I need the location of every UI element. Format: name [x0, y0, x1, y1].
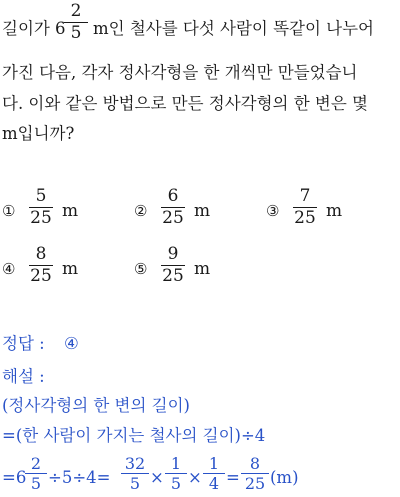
choice-marker: ②: [134, 202, 148, 220]
eq-fraction-5: 8 25: [240, 455, 270, 492]
explanation-label: 해설 :: [2, 367, 45, 386]
answer-label: 정답 :: [2, 334, 45, 353]
question-line3: 다. 이와 같은 방법으로 만든 정사각형의 한 변은 몇: [2, 94, 368, 113]
eq-text-3: ×: [188, 468, 202, 487]
eq-text-4: =: [226, 468, 240, 487]
choice-marker: ④: [2, 260, 16, 278]
explanation-line2: =(한 사람이 가지는 철사의 길이)÷4: [2, 426, 266, 445]
choice-unit: m: [62, 259, 79, 279]
choice-fraction: 8 25: [30, 244, 52, 286]
explanation-line1: (정사각형의 한 변의 길이): [2, 396, 190, 415]
question-line1-pre: 길이가 6: [2, 19, 66, 38]
question-line4: m입니까?: [2, 124, 75, 143]
choice-unit: m: [62, 201, 79, 221]
eq-fraction-3: 1 5: [164, 455, 188, 492]
choice-fraction: 9 25: [162, 244, 184, 286]
answer-value: ④: [64, 334, 79, 353]
choice-fraction: 7 25: [294, 186, 316, 228]
choice-unit: m: [326, 201, 343, 221]
choice-unit: m: [194, 201, 211, 221]
eq-fraction-1: 2 5: [24, 455, 48, 492]
eq-fraction-4: 1 4: [202, 455, 226, 492]
choice-fraction: 5 25: [30, 186, 52, 228]
eq-text-1: ÷5÷4=: [48, 468, 111, 487]
choice-unit: m: [194, 259, 211, 279]
question-line2: 가진 다음, 각자 정사각형을 한 개씩만 만들었습니: [2, 63, 358, 82]
eq-start: =6: [2, 468, 27, 487]
choice-fraction: 6 25: [162, 186, 184, 228]
eq-end: (m): [270, 468, 299, 487]
choice-marker: ①: [2, 202, 16, 220]
question-line1-post: m인 철사를 다섯 사람이 똑같이 나누어: [93, 19, 374, 38]
question-fraction: 2 5: [63, 2, 89, 43]
eq-fraction-2: 32 5: [120, 455, 150, 492]
choice-marker: ③: [266, 202, 280, 220]
eq-text-2: ×: [150, 468, 164, 487]
choice-marker: ⑤: [134, 260, 148, 278]
